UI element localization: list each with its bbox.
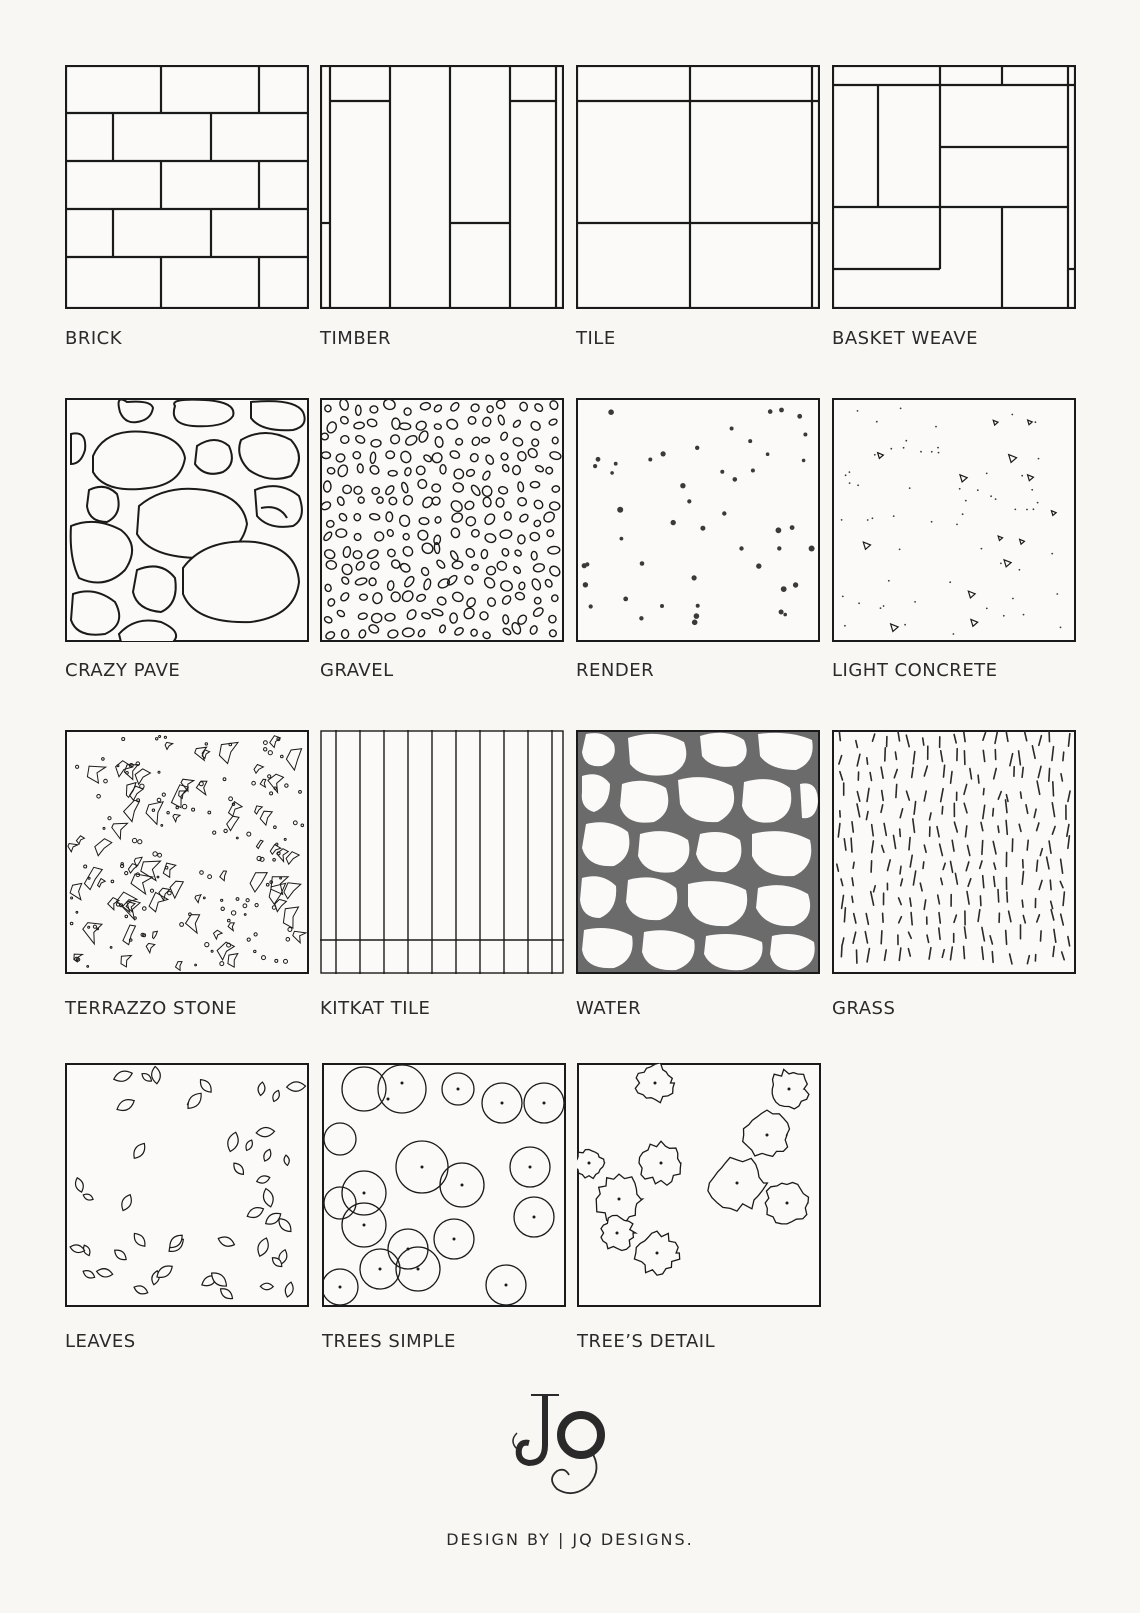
gravel-swatch (320, 398, 564, 642)
terrazzo-stone-label: TERRAZZO STONE (65, 998, 237, 1019)
leaves-swatch (65, 1063, 309, 1307)
gravel-label: GRAVEL (320, 660, 394, 681)
kitkat-tile-swatch (320, 730, 564, 974)
water-swatch (576, 730, 820, 974)
trees-simple-label: TREES SIMPLE (322, 1331, 456, 1352)
timber-swatch (320, 65, 564, 309)
tile-swatch (576, 65, 820, 309)
leaves-label: LEAVES (65, 1331, 136, 1352)
trees-detail-swatch (577, 1063, 821, 1307)
crazy-pave-swatch (65, 398, 309, 642)
grass-swatch (832, 730, 1076, 974)
tile-label: TILE (576, 328, 616, 349)
basket-weave-label: BASKET WEAVE (832, 328, 979, 349)
kitkat-tile-label: KITKAT TILE (320, 998, 431, 1019)
crazy-pave-label: CRAZY PAVE (65, 660, 181, 681)
light-concrete-swatch (832, 398, 1076, 642)
basket-weave-swatch (832, 65, 1076, 309)
light-concrete-label: LIGHT CONCRETE (832, 660, 998, 681)
grass-label: GRASS (832, 998, 896, 1019)
brick-swatch (65, 65, 309, 309)
jq-logo (505, 1385, 635, 1515)
water-label: WATER (576, 998, 642, 1019)
render-swatch (576, 398, 820, 642)
brick-label: BRICK (65, 328, 123, 349)
terrazzo-stone-swatch (65, 730, 309, 974)
render-label: RENDER (576, 660, 655, 681)
trees-simple-swatch (322, 1063, 566, 1307)
timber-label: TIMBER (320, 328, 392, 349)
designer-credit: DESIGN BY | JQ DESIGNS. (446, 1530, 694, 1549)
trees-detail-label: TREE’S DETAIL (577, 1331, 716, 1352)
